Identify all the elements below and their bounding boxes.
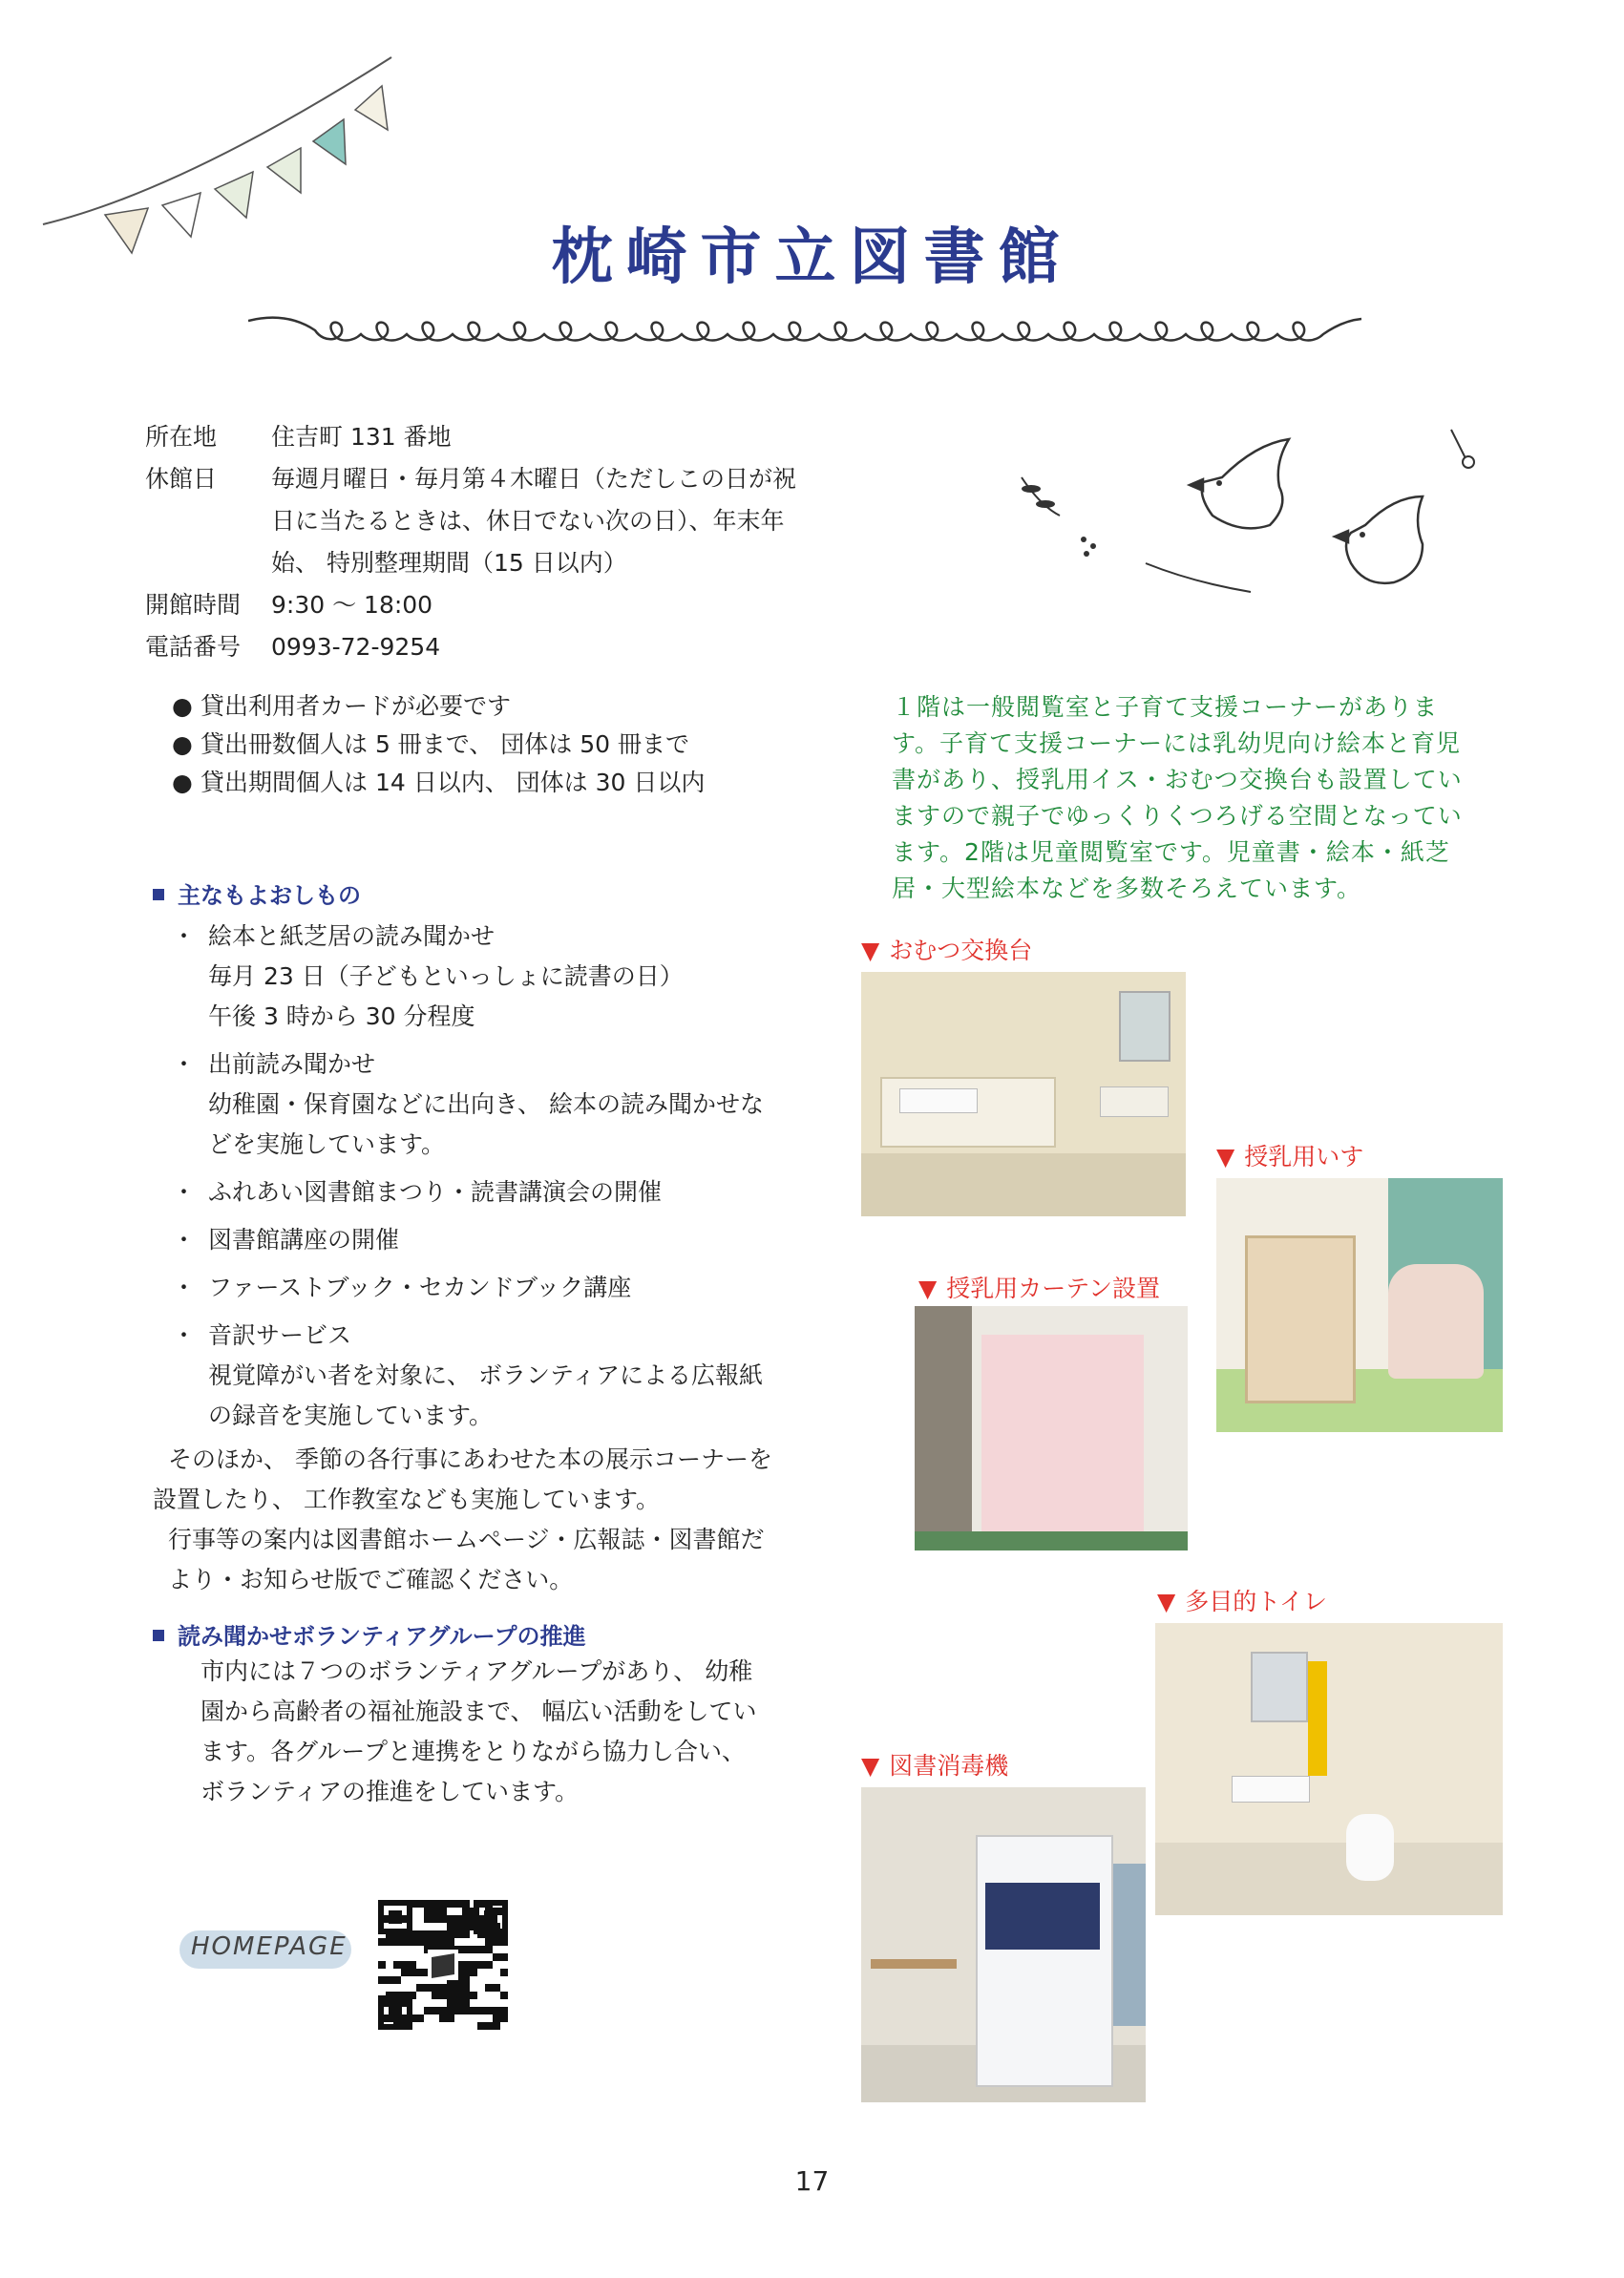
caption-curtain: ▼ 授乳用カーテン設置: [918, 1275, 1160, 1302]
triangle-down-icon: ▼: [1216, 1143, 1235, 1171]
list-item: [153, 1316, 783, 1436]
square-icon: [153, 889, 164, 900]
caption-sterilizer: ▼ 図書消毒機: [861, 1752, 1009, 1780]
bullet-icon: ●: [172, 730, 193, 758]
diaper-station-photo: [861, 972, 1186, 1216]
volunteer-heading: 読み聞かせボランティアグループの推進: [141, 1617, 585, 1651]
homepage-label: HOMEPAGE: [191, 1932, 348, 1961]
loop-line-decoration: [248, 302, 1394, 359]
qr-code[interactable]: [378, 1900, 508, 2030]
bullet-icon: ●: [172, 769, 193, 796]
events-list: [153, 909, 783, 1600]
caption-toilet: ▼ 多目的トイレ: [1157, 1588, 1327, 1615]
info-phone: [145, 626, 806, 668]
info-value: 0993-72-9254: [271, 633, 441, 661]
item-marker: ・: [172, 1274, 197, 1301]
item-marker: ・: [172, 1226, 197, 1254]
info-label: 開館時間: [145, 591, 242, 619]
event-title: 図書館講座の開催: [208, 1226, 400, 1254]
event-detail: 視覚障がい者を対象に、 ボランティアによる広報紙の録音を実施しています。: [208, 1361, 763, 1429]
other-events-text: そのほか、 季節の各行事にあわせた本の展示コーナーを設置したり、 工作教室なども実施しています。: [153, 1445, 772, 1513]
lending-rules: [172, 687, 705, 802]
list-item: [153, 917, 783, 1037]
page-number: 17: [794, 2165, 830, 2197]
info-hours: [145, 584, 806, 626]
event-title: 絵本と紙芝居の読み聞かせ: [208, 922, 496, 950]
list-item: [153, 1220, 783, 1260]
event-title: ファーストブック・セカンドブック講座: [208, 1274, 632, 1301]
caption-diaper: ▼ おむつ交換台: [861, 937, 1033, 964]
triangle-down-icon: ▼: [1157, 1588, 1176, 1615]
triangle-down-icon: ▼: [861, 937, 880, 964]
info-value: 毎週月曜日・毎月第４木曜日（ただしこの日が祝日に当たるときは、休日でない次の日）、年末年始、 特別整理期間（15 日以内）: [271, 465, 797, 577]
event-title: 音訳サービス: [208, 1321, 352, 1349]
volunteer-text: 市内には７つのボランティアグループがあり、 幼稚園から高齢者の福祉施設まで、 幅広い活動をしています。各グループと連携をとりながら協力し合い、 ボランティアの推進をしています。: [200, 1657, 757, 1805]
library-info: [145, 416, 806, 668]
item-marker: ・: [172, 1178, 197, 1206]
info-address: [145, 416, 806, 458]
triangle-down-icon: ▼: [861, 1752, 880, 1780]
info-label: 所在地: [145, 423, 218, 451]
caption-chair: ▼ 授乳用いす: [1216, 1143, 1364, 1171]
list-item: [153, 1172, 783, 1213]
info-label: 休館日: [145, 465, 218, 493]
page-title: 枕崎市立図書館: [551, 222, 1073, 293]
info-value: 9:30 ～ 18:00: [271, 591, 433, 619]
item-marker: ・: [172, 1321, 197, 1349]
event-detail: 午後 3 時から 30 分程度: [208, 1002, 475, 1030]
multipurpose-toilet-photo: [1155, 1623, 1503, 1915]
triangle-down-icon: ▼: [918, 1275, 938, 1302]
item-marker: ・: [172, 1050, 197, 1078]
event-detail: 幼稚園・保育園などに出向き、 絵本の読み聞かせなどを実施しています。: [208, 1090, 764, 1158]
list-item: [153, 1044, 783, 1165]
events-heading: 主なもよおしもの: [141, 876, 361, 910]
floor-description: １階は一般閲覧室と子育て支援コーナーがあります。子育て支援コーナーには乳幼児向け絵本と育児書があり、授乳用イス・おむつ交換台も設置していますので親子でゆっくりくつろげる空間となっています。2階は児童閲覧室です。児童書・絵本・紙芝居・大型絵本などを多数そろえています。: [892, 693, 1463, 902]
info-value: 住吉町 131 番地: [271, 423, 452, 451]
birds-decoration: [1002, 420, 1489, 630]
book-sterilizer-photo: [861, 1787, 1146, 2102]
nursing-curtain-photo: [915, 1306, 1188, 1550]
list-item: ● 貸出冊数個人は 5 冊まで、 団体は 50 冊まで: [172, 726, 705, 764]
announcement-text: 行事等の案内は図書館ホームページ・広報誌・図書館だより・お知らせ版でご確認ください。: [168, 1526, 765, 1593]
info-label: 電話番号: [145, 633, 242, 661]
info-closed-days: [145, 458, 806, 584]
bullet-icon: ●: [172, 692, 193, 720]
list-item: ● 貸出利用者カードが必要です: [172, 687, 705, 726]
event-title: 出前読み聞かせ: [208, 1050, 376, 1078]
item-marker: ・: [172, 922, 197, 950]
event-detail: 毎月 23 日（子どもといっしょに読書の日）: [208, 962, 684, 990]
square-icon: [153, 1630, 164, 1641]
event-title: ふれあい図書館まつり・読書講演会の開催: [208, 1178, 663, 1206]
list-item: ● 貸出期間個人は 14 日以内、 団体は 30 日以内: [172, 764, 705, 802]
list-item: [153, 1268, 783, 1308]
nursing-chair-photo: [1216, 1178, 1503, 1432]
